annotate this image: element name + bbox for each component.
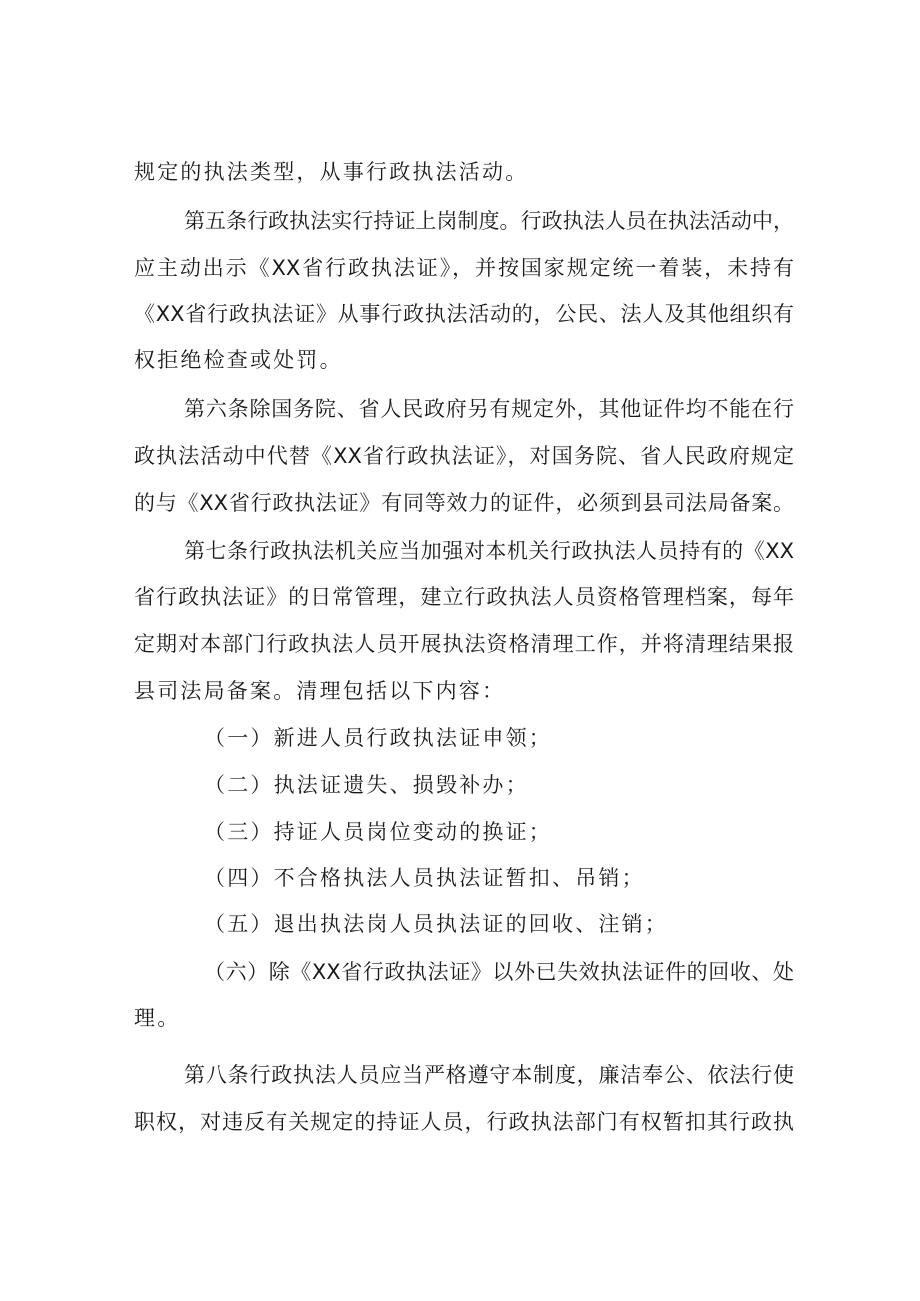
list-item: （二）执法证遗失、损毁补办；: [204, 773, 529, 797]
list-item: （四）不合格执法人员执法证暂扣、吊销；: [204, 866, 645, 890]
text-line: 权拒绝检查或处罚。: [134, 348, 343, 372]
text-line: 第八条行政执法人员应当严格遵守本制度，廉洁奉公、依法行使: [184, 1063, 794, 1087]
text-line: 省行政执法证》的日常管理，建立行政执法人员资格管理档案，每年: [134, 585, 794, 609]
text-line: 定期对本部门行政执法人员开展执法资格清理工作，并将清理结果报: [134, 632, 794, 656]
text-line: 第六条除国务院、省人民政府另有规定外，其他证件均不能在行: [184, 397, 794, 421]
text-line: 的与《XX省行政执法证》有同等效力的证件，必须到县司法局备案。: [134, 491, 794, 515]
list-item: （三）持证人员岗位变动的换证；: [204, 820, 552, 844]
text-line: 职权，对违反有关规定的持证人员，行政执法部门有权暂扣其行政执: [134, 1110, 794, 1134]
text-line: 第五条行政执法实行持证上岗制度。行政执法人员在执法活动中，: [184, 209, 794, 233]
list-item: （五）退出执法岗人员执法证的回收、注销；: [204, 912, 668, 936]
text-line: 理。: [134, 1006, 181, 1030]
text-line: 《XX省行政执法证》从事行政执法活动的，公民、法人及其他组织有: [134, 302, 794, 326]
text-line: 县司法局备案。清理包括以下内容：: [134, 679, 506, 703]
text-line: 规定的执法类型，从事行政执法活动。: [134, 160, 529, 184]
list-item: （一）新进人员行政执法证申领；: [204, 726, 552, 750]
text-line: 第七条行政执法机关应当加强对本机关行政执法人员持有的《XX: [184, 539, 794, 563]
list-item: （六）除《XX省行政执法证》以外已失效执法证件的回收、处: [204, 960, 794, 984]
text-line: 应主动出示《XX省行政执法证》，并按国家规定统一着装，未持有: [134, 256, 794, 280]
text-line: 政执法活动中代替《XX省行政执法证》，对国务院、省人民政府规定: [134, 444, 794, 468]
